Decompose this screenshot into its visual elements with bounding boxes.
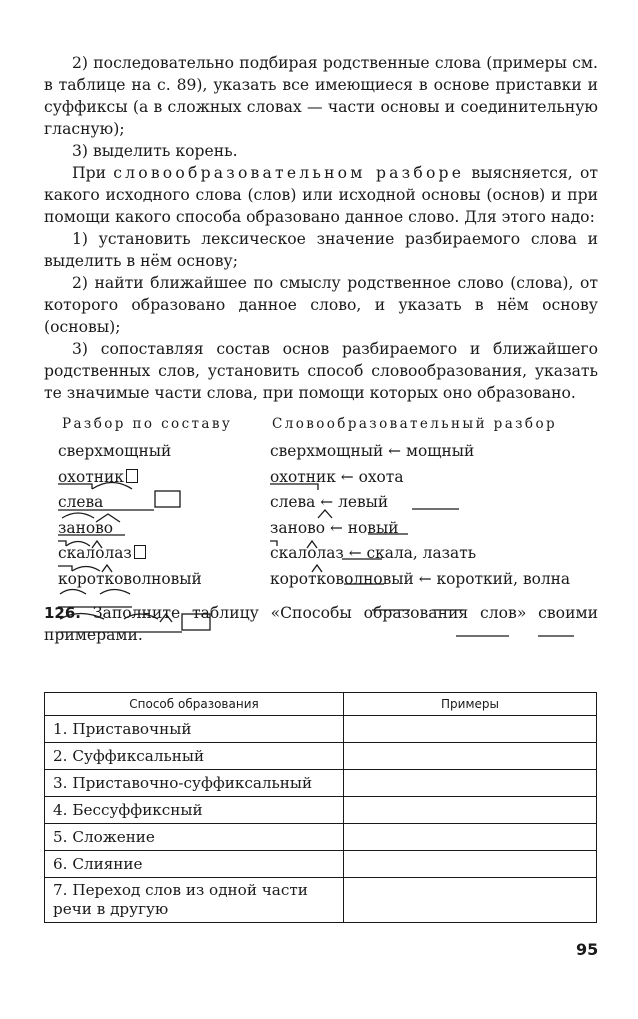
derivation-line: скалолаз ← скала, лазать — [270, 544, 477, 563]
definition-post: выясняется, от какого исходного слова (слов) или исходной основы (основ) и при помощи какого способа образовано данное слово. Для этого надо: — [44, 164, 598, 226]
examples-cell[interactable] — [344, 878, 597, 923]
rule-3: 3) сопоставляя состав основ разбираемого и ближайшего родственных слов, установить способ словообразования, указать те значимые части слова, при помощи которых оно образовано. — [44, 340, 598, 402]
morphemic-word: слева — [58, 493, 104, 512]
rule-2: 2) найти ближайшее по смыслу родственное слово (слова), от которого образовано данное слово, и указать в нём основу (основы); — [44, 274, 598, 336]
examples-cell[interactable] — [344, 851, 597, 878]
table-row: 7. Переход слов из одной части речи в другую — [45, 878, 597, 923]
word-formation-parse-title: Словообразовательный разбор — [272, 416, 558, 432]
derivation-line: охотник ← охота — [270, 467, 404, 486]
word-formation-column — [270, 439, 610, 593]
examples-cell[interactable] — [344, 797, 597, 824]
word-formation-table — [44, 692, 597, 923]
parse-examples — [44, 416, 598, 600]
arrow-icon: ← — [388, 442, 402, 460]
table-row: 6. Слияние — [45, 851, 597, 878]
morphemic-parse-title: Разбор по составу — [62, 416, 233, 432]
morphemic-word: сверхмощный — [58, 442, 172, 460]
table-row: 3. Приставочно-суффиксальный — [45, 770, 597, 797]
exercise-126 — [44, 602, 598, 646]
rule-1: 1) установить лексическое значение разбираемого слова и выделить в нём основу; — [44, 230, 598, 270]
table-header: Способ образования — [45, 693, 344, 716]
arrow-icon: ← — [329, 518, 343, 537]
morphemic-word: заново — [58, 518, 114, 537]
arrow-icon: ← — [340, 467, 354, 486]
step-3: 3) выделить корень. — [72, 142, 238, 160]
morphemic-word: скалолаз — [58, 541, 278, 567]
table-row: 1. Приставочный — [45, 716, 597, 743]
page-number: 95 — [576, 940, 599, 959]
exercise-number: 126. — [44, 604, 82, 622]
derivation-line: слева ← левый — [270, 493, 389, 512]
table-header: Примеры — [344, 693, 597, 716]
morphemic-word: коротковолновый — [58, 569, 202, 588]
definition-paragraph — [44, 162, 598, 228]
table-row: 5. Сложение — [45, 824, 597, 851]
examples-cell[interactable] — [344, 824, 597, 851]
definition-pre: При — [72, 164, 106, 182]
zero-ending-box — [134, 545, 146, 559]
arrow-icon: ← — [418, 569, 432, 588]
derivation-line: сверхмощный ← мощный — [270, 442, 475, 460]
examples-cell[interactable] — [344, 716, 597, 743]
textbook-page — [44, 52, 598, 918]
examples-cell[interactable] — [344, 743, 597, 770]
zero-ending-box — [126, 469, 138, 483]
arrow-icon: ← — [320, 493, 334, 512]
morphemic-word: охотник — [58, 465, 278, 491]
step-2: 2) последовательно подбирая родственные слова (примеры см. в таблице на с. 89), указать все имеющиеся в основе приставки и суффиксы (а в сложных словах — части основы и соединительную гласную); — [44, 54, 598, 138]
derivation-line: заново ← новый — [270, 518, 399, 537]
exercise-text: Заполните таблицу «Способы образования слов» своими примерами. — [44, 604, 598, 644]
examples-cell[interactable] — [344, 770, 597, 797]
derivation-line: коротковолновый ← короткий, волна — [270, 569, 571, 588]
table-row: 2. Суффиксальный — [45, 743, 597, 770]
arrow-icon: ← — [348, 544, 362, 563]
table-row: 4. Бессуффиксный — [45, 797, 597, 824]
definition-term: словообразовательном разборе — [113, 164, 465, 182]
morphemic-parse-column — [58, 439, 278, 593]
